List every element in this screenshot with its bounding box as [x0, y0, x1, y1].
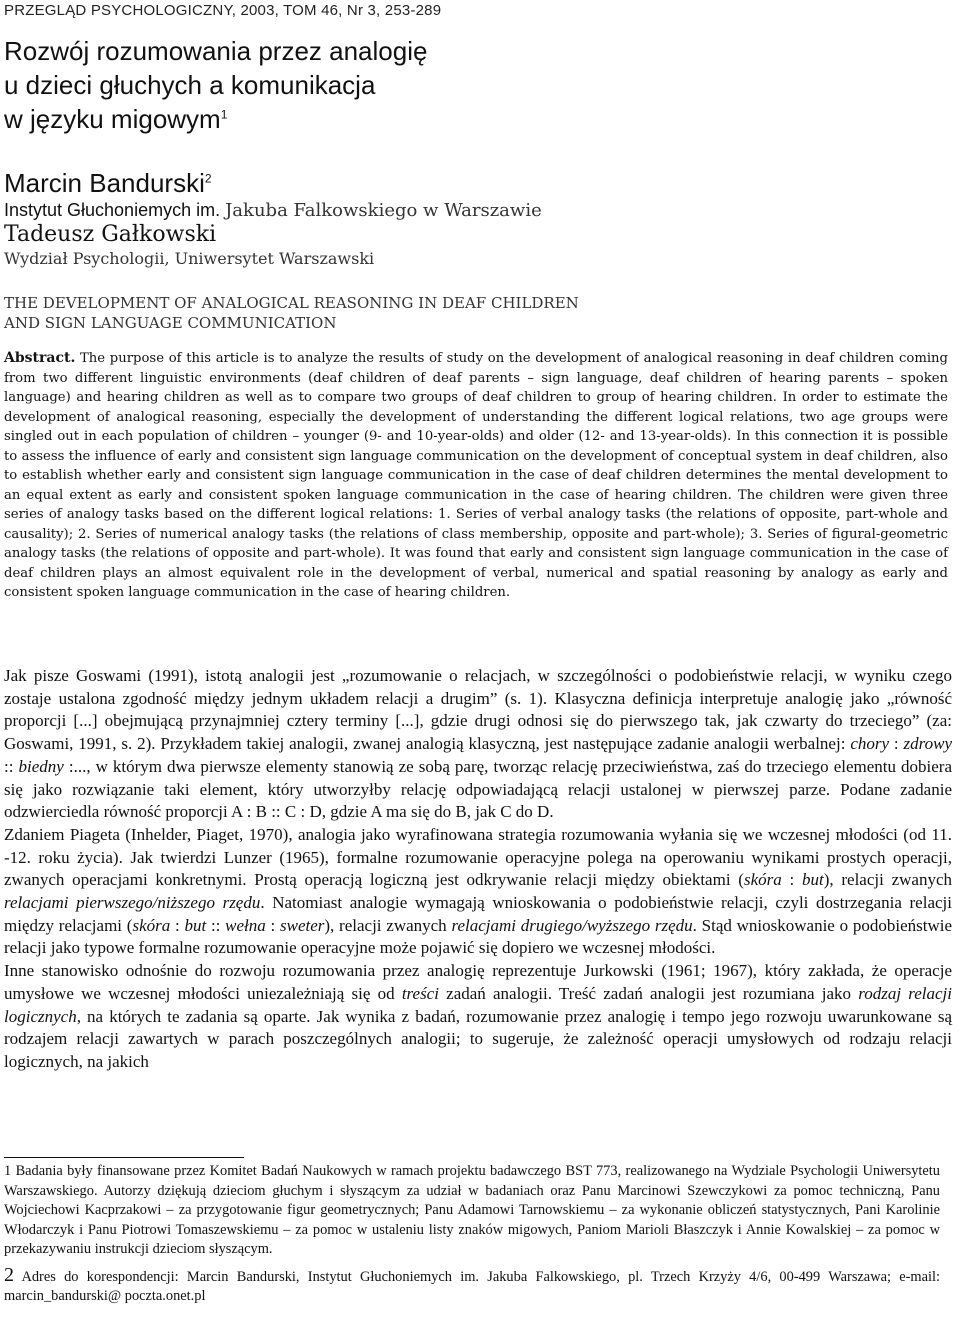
p2-example-skora: skóra — [743, 870, 782, 890]
p3-text-a: Inne stanowisko odnośnie do rozwoju rozumowania przez analogię reprezentuje Jurkowski (1961; 1967), który zakłada, że operacje umysłowe we wczesnej młodości uniezależniają się od — [4, 961, 952, 1003]
p2-sep-1: : — [781, 870, 802, 890]
title-line-1: Rozwój rozumowania przez analogię — [4, 36, 428, 66]
footnotes — [4, 1162, 940, 1307]
author-1-footnote-marker: 2 — [204, 171, 212, 186]
footnote-2 — [4, 1263, 940, 1307]
body-paragraph-3 — [4, 960, 952, 1074]
author-1 — [4, 166, 212, 200]
affiliation-1-part-2: Jakuba Falkowskiego w Warszawie — [225, 200, 542, 221]
body-paragraph-1 — [4, 665, 952, 824]
p2-example-but: but — [801, 870, 824, 890]
english-title-line-1: THE DEVELOPMENT OF ANALOGICAL REASONING IN DEAF CHILDREN — [4, 294, 579, 312]
p2-term-second-order: relacjami drugiego/wyższego rzędu — [451, 915, 693, 935]
affiliation-1-part-1: Instytut Głuchoniemych im. — [4, 200, 226, 220]
p3-text-b: zadań analogii. Treść zadań analogii jest rozumiana jako — [438, 983, 859, 1003]
p1-example-biedny: biedny — [18, 756, 64, 776]
abstract-text: The purpose of this article is to analyze the results of study on the development of analogical reasoning in deaf children coming from two different linguistic environments (deaf children of deaf parents – sign language, deaf children of hearing parents – spoken language) and hearing children as well as to compare two groups of deaf children to group of hearing children. In order to estimate the development of analogical reasoning, especially the development of understanding the different logical relations, two age groups were singled out in each population of children – younger (9- and 10-year-olds) and older (12- and 13-year-olds). In this connection it is possible to assess the influence of early and consistent sign language communication on the development of conceptual system in deaf children, also to establish whether early and consistent sign language communication in the case of deaf children determines the mental development to an equal extent as early and consistent spoken language communication in the case of hearing children. The children were given three series of analogy tasks based on the different logical relations: 1. Series of verbal analogy tasks (the relations of opposite, part-whole and causality); 2. Series of numerical analogy tasks (the relations of class membership, opposite and part-whole); 3. Series of figural-geometric analogy tasks (the relations of opposite and part-whole). It was found that early and consistent sign language communication in the case of deaf children plays an almost equivalent role in the development of verbal, numerical and spatial reasoning by analogy as early and consistent spoken language communication in the case of hearing children. — [4, 351, 948, 600]
body-paragraph-2 — [4, 824, 952, 960]
p1-example-chory: chory — [850, 734, 890, 754]
footnote-1: 1 Badania były finansowane przez Komitet Badań Naukowych w ramach projektu badawczego BST 773, realizowanego na Wydziale Psychologii Uniwersytetu Warszawskiego. Autorzy dziękują dzieciom głuchym i słyszącym za udział w badaniach oraz Panu Marcinowi Szewczykowi za pomoc techniczną, Panu Wojciechowi Kacprzakowi – za przygotowanie figur geometrycznych; Panu Adamowi Tarnowskiemu – za wykonanie obliczeń statystycznych, Pani Karolinie Włodarczyk i Panu Piotrowi Tomaszewskiemu – za pomoc w ustaleniu listy znaków migowych, Paniom Marioli Błaszczyk i Annie Kowalskiej – za pomoc w przekazywaniu instrukcji dzieciom słyszącym. — [4, 1163, 940, 1257]
footnote-separator — [4, 1157, 244, 1158]
p1-sep-1: : — [889, 734, 904, 754]
title-line-2: u dzieci głuchych a komunikacja — [4, 70, 376, 100]
p2-example-sweter: sweter — [280, 915, 325, 935]
title-line-3-text: w języku migowym — [4, 104, 221, 134]
author-1-name: Marcin Bandurski — [4, 168, 205, 198]
p3-text-c: , na których te zadania są oparte. Jak wynika z badań, rozumowanie przez analogię i tempo jego rozwoju uwarunkowane są rodzajem relacji zawartych w parach poszczególnych analogii; to sugeruje, że zależność operacji umysłowych od rodzaju relacji logicznych, na jakich — [4, 1006, 952, 1071]
p3-term-rodzaj: rodzaj relacji logicznych — [4, 983, 952, 1026]
p2-example-welna: wełna — [225, 915, 266, 935]
journal-header: PRZEGLĄD PSYCHOLOGICZNY, 2003, TOM 46, Nr 3, 253-289 — [4, 2, 442, 19]
p1-text-a: Jak pisze Goswami (1991), istotą analogii jest „rozumowanie o relacjach, w szczególności o podobieństwie relacji, w wyniku czego zostaje ustalona zgodność między jednym układem relacji a drugim” (s. 1). Klasyczna definicja interpretuje analogię jako „równość proporcji [...] obejmującą przynajmniej cztery terminy [...], gdzie drugi odnosi się do pierwszego tak, jak czwarty do trzeciego” (za: Goswami, 1991, s. 2). Przykładem takiej analogii, zwanej analogią klasyczną, jest następujące zadanie analogii werbalnej: — [4, 666, 952, 754]
abstract-label: Abstract. — [4, 350, 76, 366]
p2-sep-3: :: — [206, 915, 226, 935]
p2-text-a: Zdaniem Piageta (Inhelder, Piaget, 1970), analogia jako wyrafinowana strategia rozumowania wyłania się we wczesnej młodości (od 11. -12. roku życia). Jak twierdzi Lunzer (1965), formalne rozumowanie operacyjne polega na operowaniu wynikami prostych operacji, zwanych operacjami konkretnymi. Prostą operacją logiczną jest odkrywanie relacji między obiektami ( — [4, 824, 952, 890]
author-2: Tadeusz Gałkowski — [4, 222, 217, 247]
p3-term-tresci: treści — [401, 983, 439, 1003]
english-title-line-2: AND SIGN LANGUAGE COMMUNICATION — [4, 314, 337, 332]
p1-sep-2: :: — [4, 756, 19, 776]
abstract — [4, 349, 948, 603]
footnote-2-text: Adres do korespondencji: Marcin Bandurski, Instytut Głuchoniemych im. Jakuba Falkowskiego, pl. Trzech Krzyży 4/6, 00-499 Warszawa; e-mail: marcin_bandurski@ poczta.onet.pl — [4, 1268, 940, 1304]
body-text — [4, 665, 952, 1074]
p2-text-c: . Natomiast analogie wymagają wnioskowania o podobieństwie relacji, czyli dostrzegania relacji między relacjami ( — [4, 893, 952, 935]
p2-example-but-2: but — [184, 915, 207, 935]
english-title — [4, 293, 924, 333]
p2-sep-4: : — [265, 915, 280, 935]
title-line-3 — [4, 102, 764, 136]
affiliation-2: Wydział Psychologii, Uniwersytet Warszawski — [4, 249, 375, 268]
p2-sep-2: : — [170, 915, 185, 935]
p2-term-first-order: relacjami pierwszego/niższego rzędu — [4, 893, 261, 913]
p2-text-e: . Stąd wnioskowanie o podobieństwie relacji jako typowe formalne rozumowanie operacyjne może pojawić się dopiero we wczesnej młodości. — [4, 915, 952, 958]
p2-text-b: ), relacji zwanych — [823, 870, 952, 890]
p1-text-b: :..., w którym dwa pierwsze elementy stanowią ze sobą parę, tworząc relację przeciwieństwa, zaś do trzeciego elementu dobiera się jako rozwiązanie taki element, który utworzyłby relację odpowiadającą relacji ustalonej w pierwszej parze. Podane zadanie odzwierciedla równość proporcji A : B :: C : D, gdzie A ma się do B, jak C do D. — [4, 756, 953, 822]
p2-example-skora-2: skóra — [132, 915, 171, 935]
title-footnote-marker: 1 — [220, 107, 228, 122]
article-title — [4, 34, 764, 136]
footnote-2-number: 2 — [4, 1263, 14, 1286]
p1-example-zdrowy: zdrowy — [903, 734, 953, 754]
p2-text-d: ), relacji zwanych — [324, 915, 452, 935]
